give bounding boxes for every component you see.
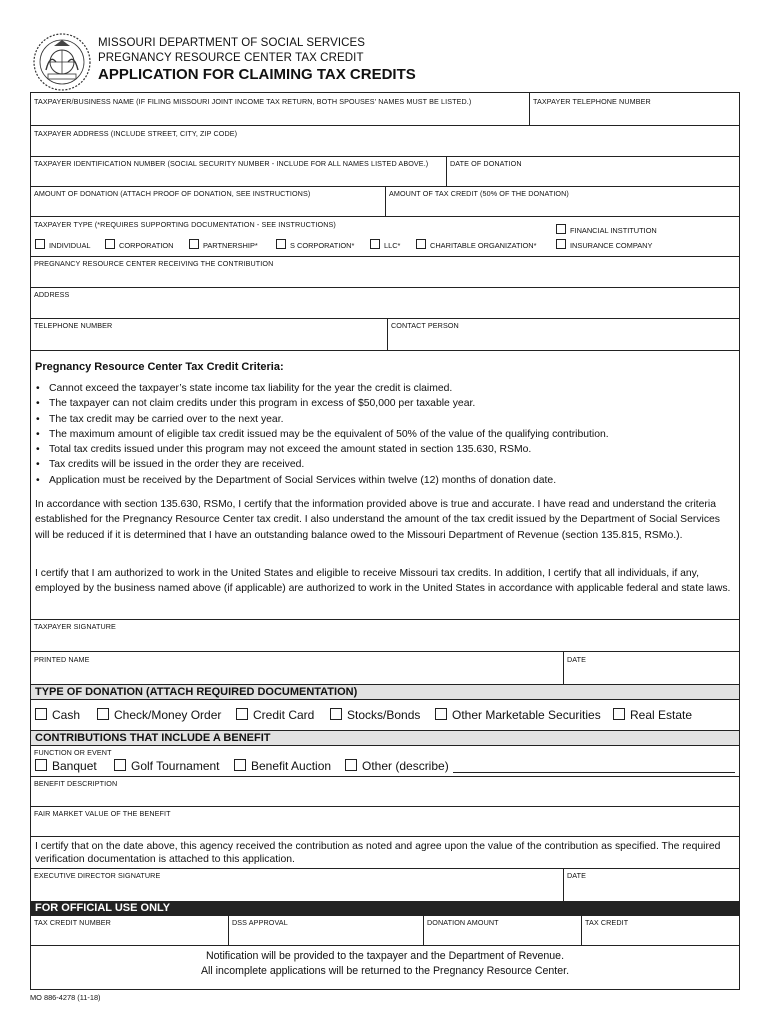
benefit-description-label: BENEFIT DESCRIPTION xyxy=(34,779,118,788)
other-describe-field[interactable] xyxy=(453,763,735,773)
contact-person-label: CONTACT PERSON xyxy=(391,321,459,330)
certification-text: In accordance with section 135.630, RSMo, I certify that the information provided above is true and accurate. I have read and understand the criteria established for the Pregnancy Resource Center tax credit. I also understand the amount of the tax credit issued by the Department of Social Services will be reduced if it is determined that I have an outstanding balance owed to the Missouri Department of Revenue (section 135.815, RSMo.). xyxy=(35,499,720,541)
donation-check-option[interactable]: Check/Money Order xyxy=(97,708,221,722)
donation-cash-option[interactable]: Cash xyxy=(35,708,80,722)
donation-type-header: TYPE OF DONATION (ATTACH REQUIRED DOCUMENTATION) xyxy=(31,684,739,699)
tax-credit-number-label: TAX CREDIT NUMBER xyxy=(34,918,111,927)
criteria-item: • Application must be received by the Department of Social Services within twelve (12) months of donation date. xyxy=(35,473,609,488)
dss-approval-label: DSS APPROVAL xyxy=(232,918,288,927)
checkbox[interactable] xyxy=(35,759,47,771)
taxpayer-signature-label: TAXPAYER SIGNATURE xyxy=(34,622,116,631)
exec-director-signature-label: EXECUTIVE DIRECTOR SIGNATURE xyxy=(34,871,161,880)
criteria-item: • The taxpayer can not claim credits under this program in excess of $50,000 per taxable year. xyxy=(35,396,609,411)
checkbox[interactable] xyxy=(416,239,426,249)
state-seal-icon xyxy=(32,32,92,92)
form-title: APPLICATION FOR CLAIMING TAX CREDITS xyxy=(98,66,416,83)
date2-label: DATE xyxy=(567,871,587,880)
checkbox[interactable] xyxy=(556,239,566,249)
prc-receiving-label: PREGNANCY RESOURCE CENTER RECEIVING THE CONTRIBUTION xyxy=(34,259,274,268)
taxpayer-type-label: TAXPAYER TYPE (*REQUIRES SUPPORTING DOCUMENTATION - SEE INSTRUCTIONS) xyxy=(34,220,336,229)
donation-stocks-option[interactable]: Stocks/Bonds xyxy=(330,708,420,722)
type-individual-option[interactable]: INDIVIDUAL xyxy=(35,239,90,250)
checkbox[interactable] xyxy=(189,239,199,249)
tax-credit-label: TAX CREDIT xyxy=(585,918,629,927)
checkbox[interactable] xyxy=(97,708,109,720)
checkbox[interactable] xyxy=(330,708,342,720)
checkbox[interactable] xyxy=(345,759,357,771)
benefit-golf-option[interactable]: Golf Tournament xyxy=(114,759,220,773)
checkbox[interactable] xyxy=(35,239,45,249)
footer-line-2: All incomplete applications will be returned to the Pregnancy Resource Center. xyxy=(200,965,570,977)
footer-line-1: Notification will be provided to the taxpayer and the Department of Revenue. xyxy=(205,950,565,962)
taxpayer-address-label: TAXPAYER ADDRESS (INCLUDE STREET, CITY, ZIP CODE) xyxy=(34,129,238,138)
criteria-title: Pregnancy Resource Center Tax Credit Criteria: xyxy=(35,361,284,373)
checkbox[interactable] xyxy=(370,239,380,249)
benefit-other-option[interactable]: Other (describe) xyxy=(345,759,735,773)
criteria-item: • The maximum amount of eligible tax credit issued may be the equivalent of 50% of the value of the qualifying contribution. xyxy=(35,427,609,442)
benefit-banquet-option[interactable]: Banquet xyxy=(35,759,97,773)
taxpayer-name-label: TAXPAYER/BUSINESS NAME (IF FILING MISSOURI JOINT INCOME TAX RETURN, BOTH SPOUSES' NAMES MUST BE LISTED.) xyxy=(34,97,472,106)
type-llc-option[interactable]: LLC* xyxy=(370,239,400,250)
type-s-corporation-option[interactable]: S CORPORATION* xyxy=(276,239,354,250)
program-name: PREGNANCY RESOURCE CENTER TAX CREDIT xyxy=(98,52,364,64)
function-event-label: FUNCTION OR EVENT xyxy=(34,748,112,757)
benefit-header: CONTRIBUTIONS THAT INCLUDE A BENEFIT xyxy=(31,730,739,745)
checkbox[interactable] xyxy=(435,708,447,720)
type-partnership-option[interactable]: PARTNERSHIP* xyxy=(189,239,258,250)
application-form xyxy=(30,92,740,990)
donation-amount-label: DONATION AMOUNT xyxy=(427,918,499,927)
prc-telephone-label: TELEPHONE NUMBER xyxy=(34,321,113,330)
work-authorization-text: I certify that I am authorized to work in the United States and eligible to receive Missouri tax credits. In addition, I certify that all individuals, if any, employed by the business named above (if applicable) are authorized to work in the United States in accordance with applicable federal and state laws. xyxy=(35,568,731,595)
taxpayer-phone-label: TAXPAYER TELEPHONE NUMBER xyxy=(533,97,651,106)
type-insurance-option[interactable]: INSURANCE COMPANY xyxy=(556,239,652,250)
type-financial-option[interactable]: FINANCIAL INSTITUTION xyxy=(556,224,657,235)
checkbox[interactable] xyxy=(35,708,47,720)
date-label: DATE xyxy=(567,655,587,664)
amount-donation-label: AMOUNT OF DONATION (ATTACH PROOF OF DONATION, SEE INSTRUCTIONS) xyxy=(34,189,311,198)
type-charitable-option[interactable]: CHARITABLE ORGANIZATION* xyxy=(416,239,537,250)
checkbox[interactable] xyxy=(556,224,566,234)
fair-market-value-label: FAIR MARKET VALUE OF THE BENEFIT xyxy=(34,809,171,818)
checkbox[interactable] xyxy=(236,708,248,720)
official-use-header: FOR OFFICIAL USE ONLY xyxy=(31,901,739,916)
criteria-list xyxy=(35,381,609,488)
type-corporation-option[interactable]: CORPORATION xyxy=(105,239,173,250)
criteria-item: • Tax credits will be issued in the order they are received. xyxy=(35,457,609,472)
donation-credit-card-option[interactable]: Credit Card xyxy=(236,708,314,722)
criteria-item: • Total tax credits issued under this program may not exceed the amount stated in section 135.630, RSMo. xyxy=(35,442,609,457)
printed-name-label: PRINTED NAME xyxy=(34,655,90,664)
date-of-donation-label: DATE OF DONATION xyxy=(450,159,522,168)
benefit-auction-option[interactable]: Benefit Auction xyxy=(234,759,331,773)
prc-address-label: ADDRESS xyxy=(34,290,70,299)
agency-certification-text: I certify that on the date above, this agency received the contribution as noted and agree upon the value of the contribution as specified. The required verification documentation is attached to this application. xyxy=(35,841,721,865)
taxpayer-id-label: TAXPAYER IDENTIFICATION NUMBER (SOCIAL SECURITY NUMBER - INCLUDE FOR ALL NAMES LISTED ABOVE.) xyxy=(34,159,429,168)
criteria-item: • The tax credit may be carried over to the next year. xyxy=(35,412,609,427)
footer-notice xyxy=(31,949,739,979)
agency-name: MISSOURI DEPARTMENT OF SOCIAL SERVICES xyxy=(98,37,366,49)
criteria-item: • Cannot exceed the taxpayer’s state income tax liability for the year the credit is claimed. xyxy=(35,381,609,396)
checkbox[interactable] xyxy=(613,708,625,720)
donation-real-estate-option[interactable]: Real Estate xyxy=(613,708,692,722)
checkbox[interactable] xyxy=(276,239,286,249)
checkbox[interactable] xyxy=(105,239,115,249)
checkbox[interactable] xyxy=(234,759,246,771)
form-number: MO 886-4278 (11-18) xyxy=(30,993,101,1002)
amount-credit-label: AMOUNT OF TAX CREDIT (50% OF THE DONATION) xyxy=(389,189,569,198)
checkbox[interactable] xyxy=(114,759,126,771)
donation-securities-option[interactable]: Other Marketable Securities xyxy=(435,708,601,722)
